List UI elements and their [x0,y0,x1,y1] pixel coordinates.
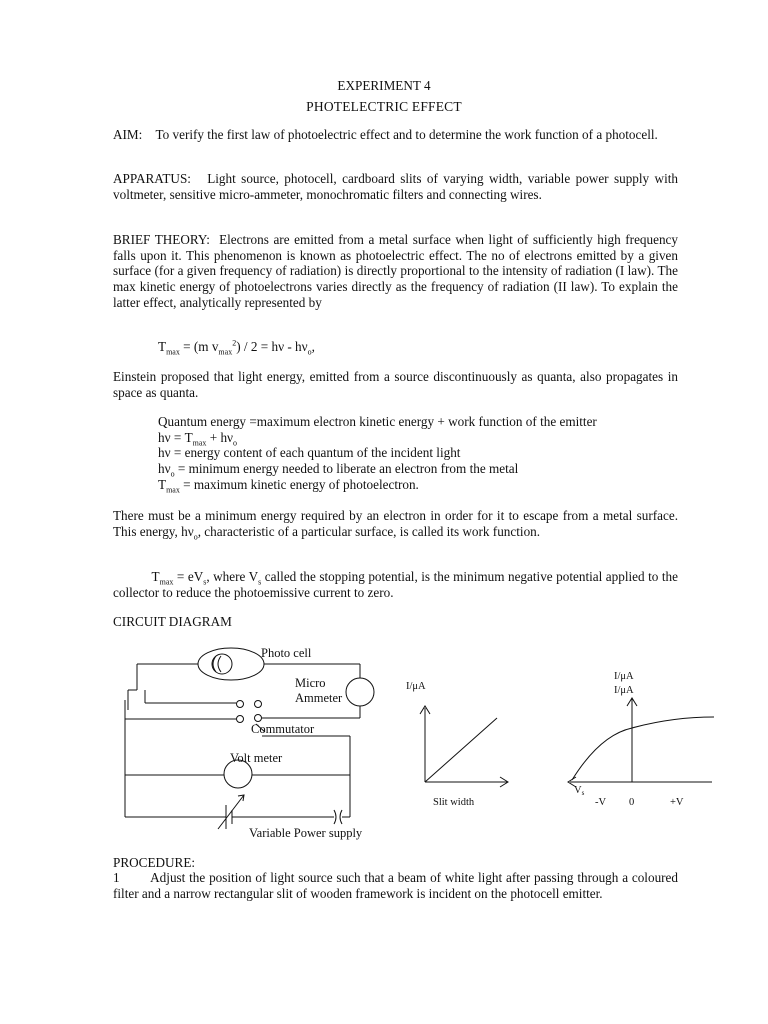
graph2-tick-zero: 0 [629,797,635,808]
commutator-contact [255,715,262,722]
definition-line: $h\nu_o$ = minimum energy needed to liberate an electron from the metal [158,461,519,479]
page-title: PHOTELECTRIC EFFECT [306,99,462,114]
experiment-number: EXPERIMENT 4 [337,78,431,93]
definition-line: hν = energy content of each quantum of the incident light [158,445,461,461]
photo-cell-label: Photo cell [261,646,312,660]
step-text: Adjust the position of light source such that a beam of white light after passing through a coloured filter and a narrow rectangular slit of wooden framework is incident on the photocell emitter. [113,870,679,901]
circuit-diagram [125,648,374,829]
definition-line: $T_{max}$ = maximum kinetic energy of photoelectron. [158,476,419,495]
graph2-ylabel-top: I/μA [614,671,634,682]
ammeter-label: Ammeter [295,691,343,705]
commutator-label: Commutator [251,722,315,736]
aim-label: AIM: [113,127,143,142]
procedure-heading: PROCEDURE: [113,855,196,870]
micro-ammeter-symbol [346,678,374,706]
graph2-axes [568,698,712,787]
graph2-ylabel: I/μA [614,685,634,696]
work-function-paragraph: There must be a minimum energy required by an electron in order for it to escape from a metal surface. This energy, $h\nu_o$, characteristic of a particular surface, is called its work function. [113,508,678,542]
einstein-paragraph: Einstein proposed that light energy, emitted from a source discontinuously as quanta, also propagates in space as quanta. [113,369,678,400]
apparatus-label: APPARATUS: [113,171,191,186]
stopping-potential-paragraph: $T_{max} = eV_s$, where $V_s$ called the stopping potential, is the minimum negative potential applied to the collector to reduce the photoemissive current to zero. [113,569,678,600]
graph1-xlabel: Slit width [433,797,475,808]
graph2-series-curve [572,717,714,780]
graph2-tick-neg: -V [595,797,607,808]
theory-label: BRIEF THEORY: [113,232,210,247]
graph1-series-line [425,718,497,782]
apparatus-text: Light source, photocell, cardboard slits of varying width, variable power supply with voltmeter, sensitive micro-ammeter, monochromatic filters and connecting wires. [113,171,679,202]
procedure-step-1 [113,870,678,901]
definition-line: Quantum energy =maximum electron kinetic energy + work function of the emitter [158,414,597,429]
kinetic-energy-equation: $T_{max} = (m$ $v_{max}^2) / 2 = h\nu - h\nu_o$, [158,338,315,357]
aim-text: To verify the first law of photoelectric effect and to determine the work function of a photocell. [155,127,658,142]
theory-text: Electrons are emitted from a metal surface when light of sufficiently high frequency falls upon it. This phenomenon is known as photoelectric effect. The no of electrons emitted by a given surface (for a given frequency of radiation) is directly proportional to the intensity of radiation (I law). The max kinetic energy of photoelectrons varies directly as the frequency of radiation (II law). To explain the latter effect, analytically represented by [113,232,678,310]
graph2-tick-pos: +V [670,797,684,808]
voltmeter-label: Volt meter [230,751,283,765]
graph2-vs-label: Vs [574,785,585,797]
circuit-heading: CIRCUIT DIAGRAM [113,614,232,629]
definition-line: $h\nu = T_{max} + h\nu_o$ [158,429,238,448]
graph1-ylabel: I/μA [406,681,426,692]
micro-label: Micro [295,676,326,690]
power-supply-label: Variable Power supply [249,826,363,840]
variable-arrow [218,795,244,829]
photocell-outline [198,648,264,680]
step-number: 1 [113,870,120,885]
